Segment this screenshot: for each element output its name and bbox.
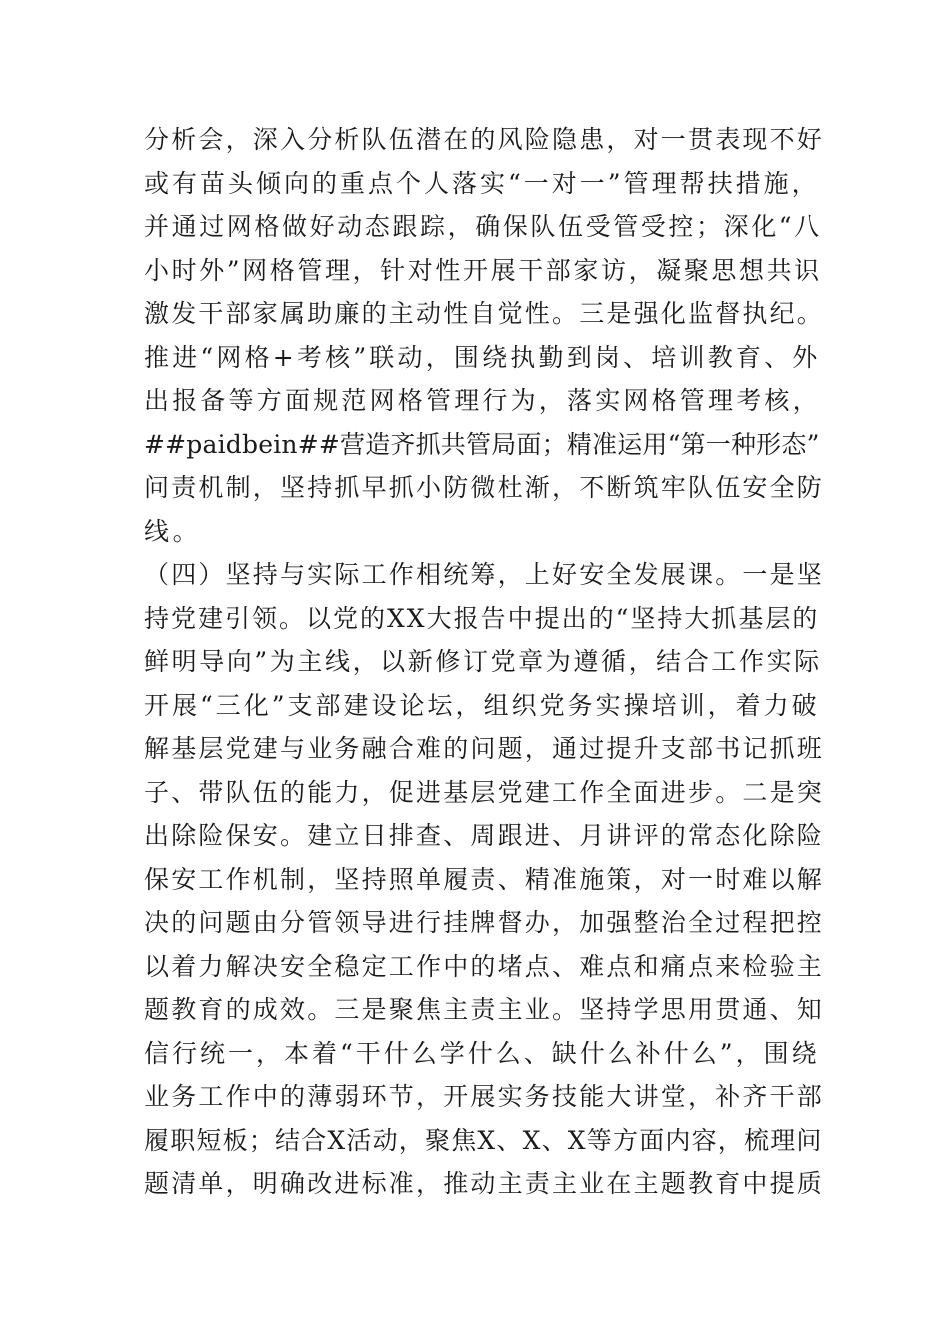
text-line: 小时外”网格管理，针对性开展干部家访，凝聚思想共识 [144,255,822,285]
text-line: 题教育的成效。三是聚焦主责主业。坚持学思用贯通、知 [144,995,825,1024]
text-line: 出报备等方面规范网格管理行为，落实网格管理考核， [144,386,821,415]
text-line: 或有苗头倾向的重点个人落实“一对一”管理帮扶措施， [144,168,820,198]
text-line: 激发干部家属助廉的主动性自觉性。三是强化监督执纪。 [144,299,825,328]
text-line: 以着力解决安全稳定工作中的堵点、难点和痛点来检验主 [144,951,825,981]
text-line: 问责机制，坚持抓早抓小防微杜渐，不断筑牢队伍安全防 [144,473,825,502]
text-line: 开展“三化”支部建设论坛，组织党务实操培训，着力破 [144,690,820,720]
text-line: 解基层党建与业务融合难的问题，通过提升支部书记抓班 [144,734,825,763]
body-text [144,118,824,1206]
text-line: 题清单，明确改进标准，推动主责主业在主题教育中提质 [144,1169,825,1198]
text-line: 子、带队伍的能力，促进基层党建工作全面进步。二是突 [144,777,825,807]
text-line: 持党建引领。以党的XX大报告中提出的“坚持大抓基层的 [144,603,820,633]
text-line: 信行统一，本着“干什么学什么、缺什么补什么”，围绕 [144,1038,820,1068]
text-line: 决的问题由分管领导进行挂牌督办，加强整治全过程把控 [144,908,825,937]
text-line: 推进“网格+考核”联动，围绕执勤到岗、培训教育、外 [144,342,821,372]
text-line: 履职短板；结合X活动，聚焦X、X、X等方面内容，梳理问 [144,1125,823,1155]
text-line: （四）坚持与实际工作相统筹，上好安全发展课。一是坚 [144,560,825,589]
text-line: 并通过网格做好动态跟踪，确保队伍受管受控；深化“八 [144,212,822,241]
text-line: 保安工作机制，坚持照单履责、精准施策，对一时难以解 [144,864,825,894]
text-line: ##paidbein##营造齐抓共管局面；精准运用“第一种形态” [144,429,820,459]
text-line: 分析会，深入分析队伍潜在的风险隐患，对一贯表现不好 [144,125,825,154]
text-line: 线。 [144,516,202,546]
text-line: 出除险保安。建立日排查、周跟进、月讲评的常态化除险 [144,821,825,850]
text-line: 鲜明导向”为主线，以新修订党章为遵循，结合工作实际 [144,647,822,676]
text-line: 业务工作中的薄弱环节，开展实务技能大讲堂，补齐干部 [144,1082,825,1111]
